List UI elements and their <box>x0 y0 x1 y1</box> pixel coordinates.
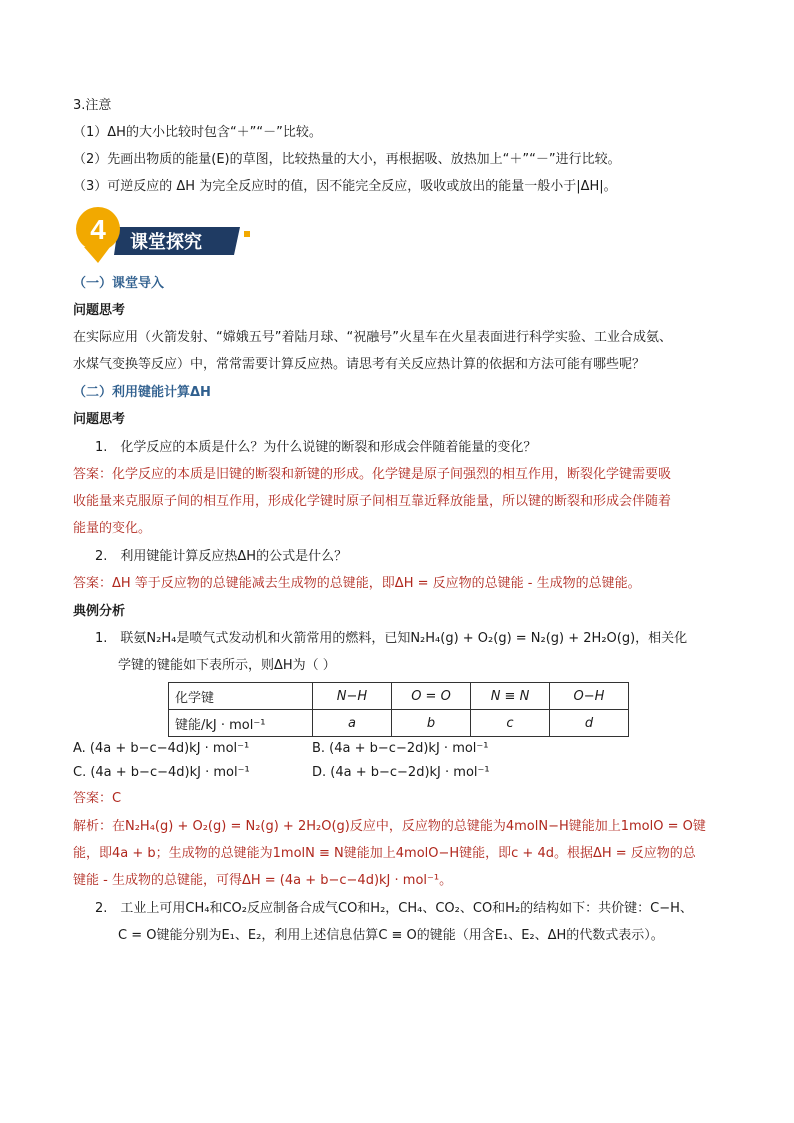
option-a: A. (4a + b−c−4d)kJ · mol⁻¹ <box>73 741 250 756</box>
bond-energy-table <box>168 682 629 737</box>
section2-question-label: 问题思考 <box>73 412 126 427</box>
section1-paragraph-line1: 在实际应用（火箭发射、“嫦娥五号”着陆月球、“祝融号”火星车在火星表面进行科学实验、工业合成氨、 <box>73 330 672 345</box>
option-c: C. (4a + b−c−4d)kJ · mol⁻¹ <box>73 765 250 780</box>
answer-1-line3: 能量的变化。 <box>73 521 152 536</box>
option-d: D. (4a + b−c−2d)kJ · mol⁻¹ <box>312 765 490 780</box>
analysis-line3: 键能 - 生成物的总键能，可得ΔH = (4a + b−c−4d)kJ · mol⁻¹。 <box>73 873 453 888</box>
table-cell: 键能/kJ · mol⁻¹ <box>169 710 313 737</box>
table-cell: c <box>471 710 550 737</box>
example-1-line1: 1. 联氨N₂H₄是喷气式发动机和火箭常用的燃料，已知N₂H₄(g) + O₂(g) = N₂(g) + 2H₂O(g)，相关化 <box>95 631 688 646</box>
table-cell: d <box>550 710 629 737</box>
banner-badge-tail <box>84 247 110 263</box>
answer-1-line2: 收能量来克服原子间的相互作用，形成化学键时原子间相互靠近释放能量，所以键的断裂和形成会伴随着 <box>73 494 672 509</box>
section1-question-label: 问题思考 <box>73 303 126 318</box>
section-banner <box>74 203 254 265</box>
section2-title: （二）利用键能计算ΔH <box>73 385 211 400</box>
table-cell: N−H <box>313 683 392 710</box>
example-1-answer: 答案：C <box>73 791 122 806</box>
example-2-line1: 2. 工业上可用CH₄和CO₂反应制备合成气CO和H₂，CH₄、CO₂、CO和H₂的结构如下：共价键：C−H、 <box>95 901 693 916</box>
table-cell: 化学键 <box>169 683 313 710</box>
table-cell: O = O <box>392 683 471 710</box>
notes-heading: 3.注意 <box>73 98 112 113</box>
question-1: 1. 化学反应的本质是什么？为什么说键的断裂和形成会伴随着能量的变化？ <box>95 440 537 455</box>
examples-label: 典例分析 <box>73 604 126 619</box>
analysis-line1: 解析：在N₂H₄(g) + O₂(g) = N₂(g) + 2H₂O(g)反应中，反应物的总键能为4molN−H键能加上1molO = O键 <box>73 819 706 834</box>
option-b: B. (4a + b−c−2d)kJ · mol⁻¹ <box>312 741 489 756</box>
table-row <box>169 683 629 710</box>
section1-paragraph-line2: 水煤气变换等反应）中，常常需要计算反应热。请思考有关反应热计算的依据和方法可能有哪些呢？ <box>73 357 646 372</box>
example-1-line2: 学键的键能如下表所示，则ΔH为（ ） <box>118 658 336 673</box>
note-item-3: （3）可逆反应的 ΔH 为完全反应时的值，因不能完全反应，吸收或放出的能量一般小于|ΔH|。 <box>73 179 617 194</box>
table-cell: b <box>392 710 471 737</box>
table-cell: N ≡ N <box>471 683 550 710</box>
section1-title: （一）课堂导入 <box>73 276 165 291</box>
table-cell: O−H <box>550 683 629 710</box>
table-cell: a <box>313 710 392 737</box>
banner-accent-square <box>244 231 250 237</box>
banner-title: 课堂探究 <box>130 232 202 253</box>
answer-2: 答案：ΔH 等于反应物的总键能减去生成物的总键能，即ΔH = 反应物的总键能 - 生成物的总键能。 <box>73 576 641 591</box>
answer-1-line1: 答案：化学反应的本质是旧键的断裂和新键的形成。化学键是原子间强烈的相互作用，断裂化学键需要吸 <box>73 467 672 482</box>
note-item-2: （2）先画出物质的能量(E)的草图，比较热量的大小，再根据吸、放热加上“＋”“－”进行比较。 <box>73 152 621 167</box>
analysis-line2: 能，即4a + b；生成物的总键能为1molN ≡ N键能加上4molO−H键能，即c + 4d。根据ΔH = 反应物的总 <box>73 846 696 861</box>
table-row <box>169 710 629 737</box>
question-2: 2. 利用键能计算反应热ΔH的公式是什么？ <box>95 549 348 564</box>
banner-number: 4 <box>90 214 106 245</box>
example-2-line2: C = O键能分别为E₁、E₂，利用上述信息估算C ≡ O的键能（用含E₁、E₂、ΔH的代数式表示）。 <box>118 928 664 943</box>
note-item-1: （1）ΔH的大小比较时包含“＋”“－”比较。 <box>73 125 322 140</box>
